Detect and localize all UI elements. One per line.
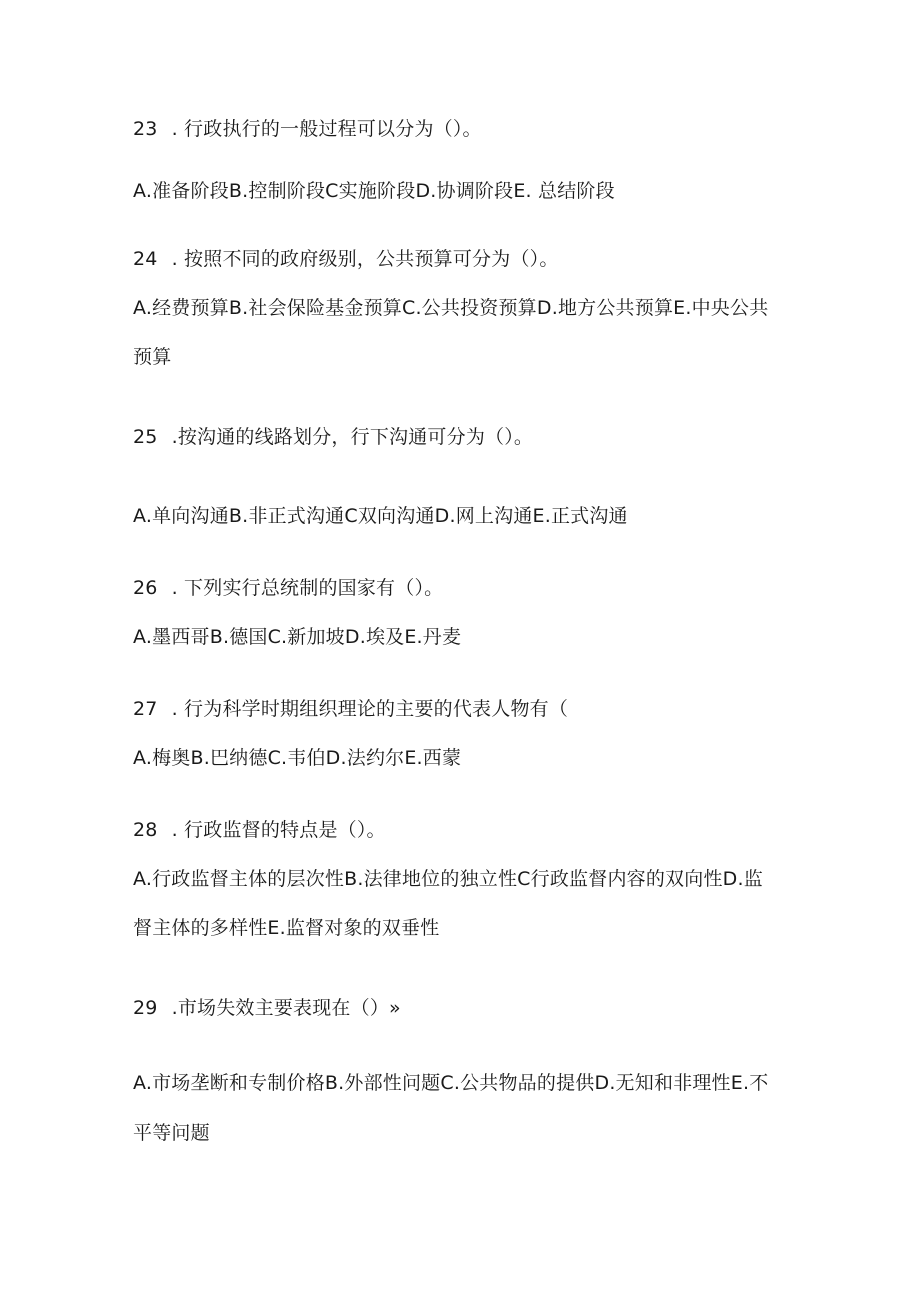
question-28-stem: [133, 818, 386, 842]
question-number: 27: [133, 698, 158, 720]
question-number: 25: [133, 426, 158, 448]
question-29-options-line-1: A.市场垄断和专制价格B.外部性问题C.公共物品的提供D.无知和非理性E.不: [133, 1072, 769, 1094]
question-text: . 行为科学时期组织理论的主要的代表人物有（: [171, 698, 569, 720]
question-29-stem: [133, 996, 401, 1020]
question-number: 28: [133, 819, 158, 841]
question-number: 23: [133, 118, 158, 140]
question-25-stem: [133, 425, 533, 449]
question-24-options-line-2: 预算: [133, 346, 172, 368]
question-28-options-line-2: 督主体的多样性E.监督对象的双垂性: [133, 917, 440, 939]
question-28-options-line-1: A.行政监督主体的层次性B.法律地位的独立性C行政监督内容的双向性D.监: [133, 868, 763, 890]
question-text: . 行政监督的特点是（）。: [171, 819, 386, 841]
question-27-stem: [133, 697, 568, 721]
question-text: . 下列实行总统制的国家有（）。: [171, 577, 444, 599]
question-27-options-line-1: A.梅奥B.巴纳德C.韦伯D.法约尔E.西蒙: [133, 747, 462, 769]
question-26-options-line-1: A.墨西哥B.德国C.新加坡D.埃及E.丹麦: [133, 626, 462, 648]
question-text: .市场失效主要表现在（）»: [171, 997, 401, 1019]
question-23-stem: [133, 117, 482, 141]
question-number: 24: [133, 248, 158, 270]
question-24-options-line-1: A.经费预算B.社会保险基金预算C.公共投资预算D.地方公共预算E.中央公共: [133, 297, 769, 319]
question-text: . 行政执行的一般过程可以分为（）。: [171, 118, 482, 140]
question-text: . 按照不同的政府级别，公共预算可分为（）。: [171, 248, 559, 270]
question-number: 29: [133, 997, 158, 1019]
question-text: .按沟通的线路划分，行下沟通可分为（）。: [171, 426, 534, 448]
question-29-options-line-2: 平等问题: [133, 1122, 210, 1144]
question-26-stem: [133, 576, 443, 600]
question-23-options-line-1: A.准备阶段B.控制阶段C实施阶段D.协调阶段E. 总结阶段: [133, 180, 615, 202]
question-24-stem: [133, 247, 559, 271]
question-number: 26: [133, 577, 158, 599]
question-25-options-line-1: A.单向沟通B.非正式沟通C双向沟通D.网上沟通E.正式沟通: [133, 505, 628, 527]
